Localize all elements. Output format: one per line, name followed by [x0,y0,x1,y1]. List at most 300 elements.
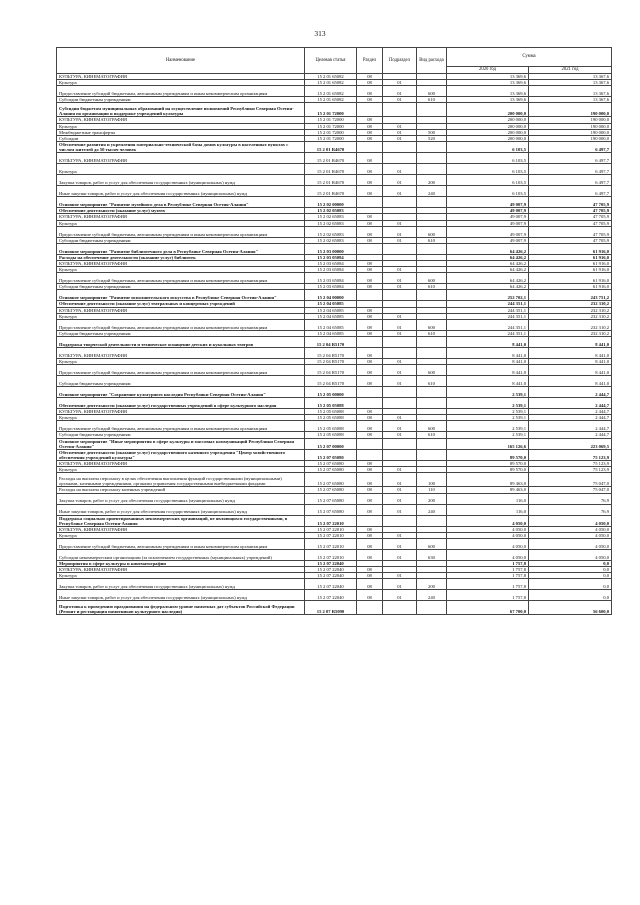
row-sum-2020: 64 426,2 [447,243,529,254]
row-sum-2021: 76,9 [529,504,612,515]
row-sum-2021: 8 441,0 [529,358,612,364]
row-code: 15 2 02 65083 [305,226,357,237]
row-sum-2021: 8 441,0 [529,376,612,387]
table-row [57,153,612,164]
row-code: 15 2 05 65088 [305,432,357,438]
table-row [57,365,612,376]
row-subsection: 01 [383,80,417,86]
row-section: 08 [357,461,383,467]
row-name: Культура [57,123,305,129]
row-name: Основное мероприятие "Развитие музейного дела в Республике Северная Осетия-Алания" [57,197,305,208]
row-sum-2020: 49 007,9 [447,208,529,214]
row-name: Субсидии бюджетным учреждениям [57,97,305,103]
row-expense-type: 240 [417,590,447,601]
row-section [357,141,383,152]
row-section: 08 [357,237,383,243]
row-subsection [383,243,417,254]
row-sum-2020: 6 103,5 [447,164,529,175]
row-sum-2021: 75 123,9 [529,461,612,467]
row-subsection: 01 [383,365,417,376]
row-section: 08 [357,313,383,319]
row-code: 15 2 01 R4670 [305,164,357,175]
row-subsection [383,515,417,526]
row-section: 08 [357,330,383,336]
row-sum-2021: 47 705,9 [529,237,612,243]
row-sum-2020: 89 570,0 [447,461,529,467]
row-expense-type: 610 [417,330,447,336]
header-name: Наименование [57,48,305,74]
table-row [57,319,612,330]
row-code: 15 2 07 22010 [305,539,357,550]
row-name: Подготовка к проведению празднования на федеральном уровне памятных дат субъектов Российской Федерации (Ремонт и реставрация памятников культурного наследия) [57,601,305,615]
row-section: 08 [357,365,383,376]
row-code: 15 2 01 65082 [305,80,357,86]
row-sum-2020: 64 426,2 [447,284,529,290]
row-name: КУЛЬТУРА, КИНЕМАТОГРАФИЯ [57,214,305,220]
row-code: 15 2 05 65088 [305,415,357,421]
row-sum-2021: 61 916,0 [529,243,612,254]
row-name: Межбюджетные трансферты [57,129,305,135]
row-code: 15 2 03 05084 [305,254,357,260]
row-sum-2020: 13 369,6 [447,86,529,97]
row-section [357,387,383,398]
row-sum-2021: 232 310,2 [529,313,612,319]
row-code: 15 2 04 R5170 [305,336,357,347]
row-sum-2021: 6 497,7 [529,164,612,175]
row-name: Субсидии [57,135,305,141]
row-code: 15 2 07 65080 [305,473,357,487]
row-code: 15 2 01 65082 [305,86,357,97]
row-sum-2020: 6 103,5 [447,186,529,197]
row-name: Предоставление субсидий бюджетным, автономным учреждениям и иным некоммерческим организациям [57,365,305,376]
row-code: 15 2 04 05085 [305,301,357,307]
row-sum-2020: 116,0 [447,493,529,504]
row-sum-2020: 8 441,0 [447,376,529,387]
table-row [57,515,612,526]
row-name: Иные закупки товаров, работ и услуг для обеспечения государственных (муниципальных) нужд [57,590,305,601]
row-sum-2021: 243 751,2 [529,290,612,301]
row-code: 15 2 02 65083 [305,214,357,220]
row-section: 08 [357,421,383,432]
row-expense-type: 600 [417,421,447,432]
row-sum-2020: 89 570,0 [447,449,529,460]
row-expense-type [417,153,447,164]
row-code: 15 2 07 22040 [305,590,357,601]
row-section [357,197,383,208]
row-section: 08 [357,347,383,358]
row-subsection: 01 [383,573,417,579]
row-subsection: 01 [383,313,417,319]
row-sum-2021: 4 050,0 [529,515,612,526]
budget-table [56,47,612,615]
row-name: Обеспечение деятельности (оказание услуг) государственного казенного учреждения "Центр хозяйственного обеспечения учреждений культуры" [57,449,305,460]
row-sum-2020: 89 570,0 [447,467,529,473]
row-section: 08 [357,307,383,313]
row-code: 15 2 07 65080 [305,467,357,473]
row-subsection: 01 [383,186,417,197]
row-section [357,290,383,301]
row-section: 08 [357,153,383,164]
row-expense-type: 600 [417,86,447,97]
row-code: 15 2 01 72000 [305,135,357,141]
page-number: 313 [314,29,326,38]
row-expense-type [417,103,447,117]
row-subsection: 01 [383,539,417,550]
row-section: 08 [357,284,383,290]
row-sum-2021: 0,0 [529,579,612,590]
row-expense-type: 610 [417,432,447,438]
row-sum-2021: 2 444,7 [529,398,612,409]
row-name: Расходы на выплаты персоналу в целях обеспечения выполнения функций государственными (муниципальными) органами, казенными учреждениями, органами управления государственными внебюджетными фондами [57,473,305,487]
row-name: Предоставление субсидий бюджетным, автономным учреждениям и иным некоммерческим организациям [57,86,305,97]
row-sum-2021: 6 497,7 [529,153,612,164]
row-expense-type: 610 [417,284,447,290]
row-code: 15 2 03 00000 [305,243,357,254]
row-section: 08 [357,74,383,80]
row-subsection [383,103,417,117]
row-subsection [383,398,417,409]
row-sum-2021: 47 705,9 [529,208,612,214]
row-sum-2020: 6 103,5 [447,141,529,152]
row-section: 08 [357,573,383,579]
table-row [57,590,612,601]
row-sum-2021: 47 705,9 [529,197,612,208]
row-expense-type [417,387,447,398]
row-sum-2021: 2 444,7 [529,432,612,438]
row-name: КУЛЬТУРА, КИНЕМАТОГРАФИЯ [57,526,305,532]
row-expense-type: 610 [417,97,447,103]
row-section: 08 [357,260,383,266]
row-code: 15 2 05 05088 [305,398,357,409]
table-row [57,273,612,284]
row-section: 08 [357,473,383,487]
row-sum-2021: 61 916,0 [529,284,612,290]
row-section: 08 [357,175,383,186]
row-sum-2021: 75 123,9 [529,467,612,473]
row-subsection: 01 [383,532,417,538]
row-section: 08 [357,590,383,601]
row-name: Закупка товаров, работ и услуг для обеспечения государственных (муниципальных) нужд [57,579,305,590]
table-row [57,504,612,515]
row-sum-2020: 4 050,0 [447,532,529,538]
row-sum-2020: 200 000,0 [447,117,529,123]
row-subsection: 01 [383,319,417,330]
row-name: Субсидии бюджетным учреждениям [57,330,305,336]
table-row [57,347,612,358]
row-subsection: 01 [383,579,417,590]
row-sum-2021: 0,0 [529,561,612,567]
row-sum-2020: 244 351,1 [447,307,529,313]
row-sum-2021: 2 444,7 [529,387,612,398]
table-body [57,74,612,615]
row-name: Обеспечение деятельности (оказание услуг) государственных учреждений в сфере культурного наследия [57,398,305,409]
row-expense-type: 100 [417,473,447,487]
row-subsection: 01 [383,135,417,141]
table-row [57,86,612,97]
row-name: Иные закупки товаров, работ и услуг для обеспечения государственных (муниципальных) нужд [57,186,305,197]
row-subsection: 01 [383,330,417,336]
header-section: Раздел [357,48,383,74]
row-sum-2020: 1 757,8 [447,573,529,579]
row-sum-2021: 13 367,6 [529,97,612,103]
row-code: 15 2 04 R5170 [305,365,357,376]
row-name: КУЛЬТУРА, КИНЕМАТОГРАФИЯ [57,74,305,80]
row-sum-2021: 2 444,7 [529,409,612,415]
row-sum-2021: 56 600,0 [529,601,612,615]
table-row [57,493,612,504]
row-sum-2020: 2 539,1 [447,387,529,398]
row-subsection: 01 [383,432,417,438]
row-subsection: 01 [383,487,417,493]
row-subsection [383,387,417,398]
row-sum-2020: 244 351,1 [447,330,529,336]
row-subsection: 01 [383,237,417,243]
row-subsection: 01 [383,267,417,273]
row-name: Культура [57,164,305,175]
row-section: 08 [357,86,383,97]
row-name: Закупка товаров, работ и услуг для обеспечения государственных (муниципальных) нужд [57,493,305,504]
row-subsection: 01 [383,129,417,135]
row-sum-2021: 2 444,7 [529,421,612,432]
row-name: Основное мероприятие "Развитие исполнительского искусства в Республике Северная Осетия-Алания" [57,290,305,301]
row-name: Расходы на обеспечение деятельности (оказание услуг) библиотек [57,254,305,260]
header-code: Целевая статья [305,48,357,74]
row-sum-2020: 8 441,0 [447,358,529,364]
row-name: Основное мероприятие "Развитие библиотечного дела в Республике Северная Осетия-Алания" [57,243,305,254]
row-expense-type: 600 [417,226,447,237]
row-subsection: 01 [383,86,417,97]
row-subsection: 01 [383,415,417,421]
row-sum-2020: 64 426,2 [447,254,529,260]
row-name: Мероприятия в сфере культуры и кинематографии [57,561,305,567]
row-name: Поддержка творческой деятельности и техническое оснащение детских и кукольных театров [57,336,305,347]
row-expense-type: 600 [417,365,447,376]
row-sum-2021: 223 069,5 [529,438,612,449]
row-code: 15 2 07 65080 [305,493,357,504]
row-section [357,449,383,460]
row-subsection: 01 [383,473,417,487]
row-sum-2021: 6 497,7 [529,175,612,186]
table-row [57,197,612,208]
row-section: 08 [357,319,383,330]
row-sum-2020: 1 757,8 [447,579,529,590]
row-sum-2021: 75 123,9 [529,449,612,460]
row-name: Субсидии бюджетным учреждениям [57,237,305,243]
row-code: 15 2 07 00000 [305,438,357,449]
row-section: 08 [357,467,383,473]
row-section: 08 [357,164,383,175]
row-sum-2021: 232 310,2 [529,330,612,336]
row-section: 08 [357,504,383,515]
row-name: Основное мероприятие "Сохранение культурного наследия Республики Северная Осетия-Алания" [57,387,305,398]
row-name: Субсидии некоммерческим организациям (за исключением государственных (муниципальных) учреждений) [57,550,305,561]
table-row [57,141,612,152]
row-code: 15 2 03 65084 [305,260,357,266]
row-expense-type [417,347,447,358]
row-section: 08 [357,567,383,573]
row-name: Культура [57,467,305,473]
row-code: 15 2 07 05080 [305,449,357,460]
row-subsection [383,336,417,347]
row-sum-2021: 0,0 [529,567,612,573]
row-section: 08 [357,214,383,220]
row-sum-2020: 200 000,0 [447,123,529,129]
row-section: 08 [357,579,383,590]
row-sum-2020: 165 126,6 [447,438,529,449]
row-sum-2020: 64 426,2 [447,260,529,266]
row-code: 15 2 01 72000 [305,117,357,123]
row-expense-type: 240 [417,186,447,197]
row-sum-2021: 61 916,0 [529,273,612,284]
row-subsection [383,438,417,449]
row-expense-type: 240 [417,504,447,515]
row-subsection: 01 [383,358,417,364]
row-subsection: 01 [383,175,417,186]
row-code: 15 2 01 72000 [305,103,357,117]
row-section: 08 [357,267,383,273]
row-sum-2020: 13 369,6 [447,97,529,103]
row-section: 08 [357,409,383,415]
table-row [57,473,612,487]
row-expense-type [417,515,447,526]
row-section [357,103,383,117]
row-sum-2020: 13 369,6 [447,80,529,86]
row-sum-2020: 2 539,1 [447,415,529,421]
row-sum-2020: 1 757,8 [447,561,529,567]
row-code: 15 2 01 R4670 [305,186,357,197]
row-sum-2020: 244 351,1 [447,313,529,319]
row-subsection [383,290,417,301]
row-name: Обеспечение деятельности (оказание услуг) театральных и концертных учреждений [57,301,305,307]
row-subsection [383,197,417,208]
row-code: 15 2 07 22040 [305,573,357,579]
row-sum-2020: 67 700,0 [447,601,529,615]
row-sum-2021: 75 047,0 [529,487,612,493]
row-name: Иные закупки товаров, работ и услуг для обеспечения государственных (муниципальных) нужд [57,504,305,515]
row-section: 08 [357,532,383,538]
row-sum-2021: 0,0 [529,590,612,601]
row-name: Закупка товаров, работ и услуг для обеспечения государственных (муниципальных) нужд [57,175,305,186]
row-subsection: 01 [383,504,417,515]
row-expense-type: 520 [417,135,447,141]
row-expense-type [417,438,447,449]
row-sum-2021: 6 497,7 [529,186,612,197]
row-code: 15 2 04 65085 [305,319,357,330]
row-code: 15 2 03 65084 [305,267,357,273]
row-code: 15 2 02 00000 [305,197,357,208]
row-sum-2021: 13 367,6 [529,80,612,86]
row-section: 08 [357,376,383,387]
row-code: 15 2 04 R5170 [305,347,357,358]
row-subsection [383,141,417,152]
row-code: 15 2 02 05083 [305,208,357,214]
row-sum-2021: 8 441,0 [529,336,612,347]
table-header [57,48,612,74]
row-sum-2020: 200 000,0 [447,103,529,117]
row-code: 15 2 04 00000 [305,290,357,301]
row-expense-type [417,601,447,615]
row-name: Предоставление субсидий бюджетным, автономным учреждениям и иным некоммерческим организациям [57,319,305,330]
row-expense-type: 200 [417,579,447,590]
row-subsection: 01 [383,220,417,226]
row-code: 15 2 01 72000 [305,123,357,129]
row-subsection: 01 [383,376,417,387]
row-subsection: 01 [383,467,417,473]
table-row [57,438,612,449]
table-row [57,290,612,301]
row-sum-2021: 13 367,6 [529,74,612,80]
row-sum-2021: 4 050,0 [529,526,612,532]
header-year-2020: 2020 год [447,67,529,74]
row-name: Субсидии бюджетным учреждениям [57,284,305,290]
table-row [57,449,612,460]
row-section: 08 [357,186,383,197]
row-name: КУЛЬТУРА, КИНЕМАТОГРАФИЯ [57,307,305,313]
row-section: 08 [357,220,383,226]
row-code: 15 2 04 R5170 [305,358,357,364]
row-sum-2021: 47 705,9 [529,226,612,237]
row-section [357,243,383,254]
table-row [57,550,612,561]
row-subsection: 01 [383,493,417,504]
row-expense-type: 500 [417,129,447,135]
row-section: 08 [357,539,383,550]
row-name: Основное мероприятие "Иные мероприятия в сфере культуры и массовых коммуникаций Республики Северная Осетия-Алания" [57,438,305,449]
row-code: 15 2 07 22040 [305,561,357,567]
row-sum-2021: 190 000,0 [529,117,612,123]
row-code: 15 2 07 22040 [305,579,357,590]
header-year-2021: 2021 год [529,67,612,74]
row-sum-2020: 200 000,0 [447,129,529,135]
table-row [57,336,612,347]
row-section: 08 [357,97,383,103]
row-code: 15 2 02 65083 [305,220,357,226]
row-expense-type: 610 [417,376,447,387]
row-name: Субсидии бюджетным учреждениям [57,432,305,438]
row-section: 08 [357,123,383,129]
row-section [357,438,383,449]
row-sum-2020: 1 757,8 [447,567,529,573]
row-code: 15 2 05 00000 [305,387,357,398]
row-subsection: 01 [383,226,417,237]
row-sum-2020: 4 050,0 [447,550,529,561]
row-sum-2020: 4 050,0 [447,515,529,526]
row-section: 08 [357,487,383,493]
row-sum-2021: 47 705,9 [529,220,612,226]
row-name: Предоставление субсидий бюджетным, автономным учреждениям и иным некоммерческим организациям [57,226,305,237]
row-name: Расходы на выплаты персоналу казенных учреждений [57,487,305,493]
row-subsection: 01 [383,123,417,129]
row-subsection: 01 [383,284,417,290]
row-name: КУЛЬТУРА, КИНЕМАТОГРАФИЯ [57,153,305,164]
row-sum-2020: 244 351,1 [447,301,529,307]
row-sum-2020: 49 007,9 [447,237,529,243]
row-expense-type [417,197,447,208]
row-sum-2020: 8 441,0 [447,336,529,347]
row-sum-2020: 64 426,2 [447,273,529,284]
row-expense-type [417,398,447,409]
row-name: Культура [57,415,305,421]
header-subsection: Подраздел [383,48,417,74]
row-expense-type [417,449,447,460]
row-sum-2020: 8 441,0 [447,347,529,358]
row-code: 15 2 02 65083 [305,237,357,243]
row-code: 15 2 04 65085 [305,330,357,336]
row-sum-2020: 49 007,9 [447,197,529,208]
row-section [357,601,383,615]
table-row [57,186,612,197]
row-subsection: 01 [383,97,417,103]
